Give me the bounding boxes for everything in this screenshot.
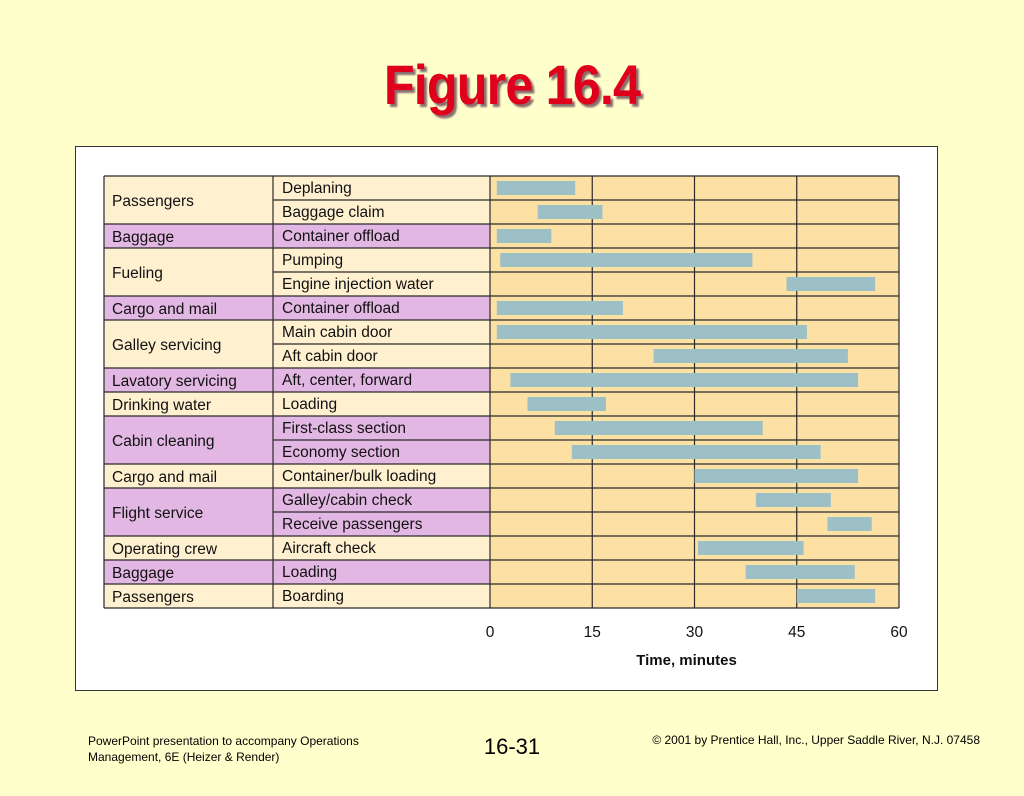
task-label: Engine injection water	[282, 276, 434, 293]
group-label: Drinking water	[112, 397, 212, 414]
task-label: Aft, center, forward	[282, 372, 413, 389]
x-tick-label: 30	[685, 624, 704, 641]
gantt-bar	[500, 253, 752, 267]
group-label: Passengers	[112, 193, 194, 210]
gantt-bar	[695, 469, 859, 483]
gantt-chart	[76, 147, 937, 690]
gantt-bar	[698, 541, 804, 555]
gantt-figure	[75, 146, 938, 691]
slide-title: Figure 16.4	[383, 53, 641, 116]
footer-credit-line1: PowerPoint presentation to accompany Operations	[88, 734, 359, 748]
group-label: Flight service	[112, 505, 204, 522]
gantt-bar	[555, 421, 763, 435]
group-label: Galley servicing	[112, 337, 222, 354]
task-label: Main cabin door	[282, 324, 393, 341]
task-label: Boarding	[282, 588, 345, 605]
x-tick-label: 15	[583, 624, 601, 641]
gantt-bar	[787, 277, 876, 291]
group-label: Operating crew	[112, 541, 218, 558]
gantt-bar	[510, 373, 858, 387]
task-label: Loading	[282, 396, 338, 413]
task-label: Receive passengers	[282, 516, 423, 533]
group-label: Cargo and mail	[112, 469, 218, 486]
task-label: Economy section	[282, 444, 401, 461]
task-label: First-class section	[282, 420, 407, 437]
task-label: Container offload	[282, 228, 400, 245]
group-label: Baggage	[112, 565, 175, 582]
group-label: Baggage	[112, 229, 175, 246]
gantt-bar	[654, 349, 848, 363]
gantt-bar	[497, 181, 575, 195]
gantt-bar	[497, 301, 623, 315]
task-label: Aft cabin door	[282, 348, 378, 365]
footer-credit	[88, 733, 388, 765]
task-label: Pumping	[282, 252, 344, 269]
group-label: Lavatory servicing	[112, 373, 237, 390]
task-label: Galley/cabin check	[282, 492, 413, 509]
group-label: Cargo and mail	[112, 301, 218, 318]
gantt-bar	[746, 565, 855, 579]
group-label: Passengers	[112, 589, 194, 606]
gantt-bar	[797, 589, 875, 603]
task-label: Deplaning	[282, 180, 352, 197]
gantt-bar	[497, 229, 552, 243]
page-number: 16-31	[483, 734, 541, 759]
footer-credit-line2: Management, 6E (Heizer & Render)	[88, 750, 280, 764]
task-label: Container/bulk loading	[282, 468, 437, 485]
task-label: Baggage claim	[282, 204, 385, 221]
task-label: Aircraft check	[282, 540, 376, 557]
task-label: Container offload	[282, 300, 400, 317]
x-axis-label: Time, minutes	[636, 652, 737, 669]
gantt-bar	[497, 325, 807, 339]
group-label: Cabin cleaning	[112, 433, 215, 450]
gantt-bar	[756, 493, 831, 507]
x-tick-label: 0	[485, 624, 495, 641]
x-tick-label: 60	[890, 624, 908, 641]
copyright: © 2001 by Prentice Hall, Inc., Upper Saddle River, N.J. 07458	[652, 733, 980, 747]
x-tick-label: 45	[788, 624, 806, 641]
gantt-bar	[527, 397, 605, 411]
gantt-bar	[538, 205, 603, 219]
group-label: Fueling	[112, 265, 163, 282]
gantt-bar	[572, 445, 821, 459]
gantt-bar	[827, 517, 871, 531]
task-label: Loading	[282, 564, 338, 581]
